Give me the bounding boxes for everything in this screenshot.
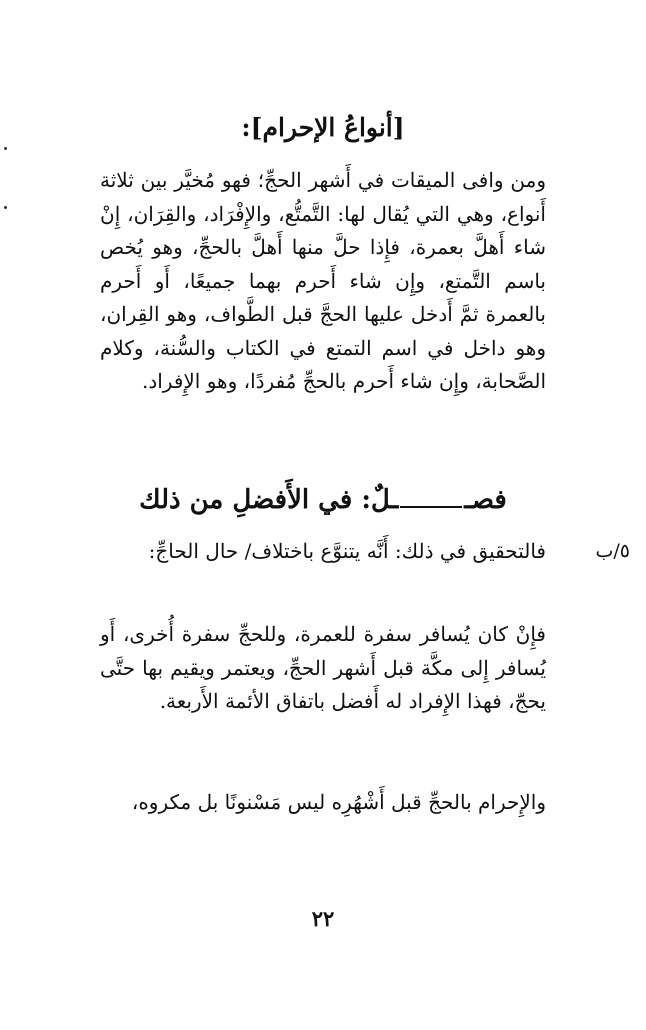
scan-speck <box>4 206 7 209</box>
paragraph-types-of-ihram <box>100 164 546 399</box>
paragraph-text: فإِنْ كان يُسافر سفرة للعمرة، وللحجِّ سفرة أُخرى، أَو يُسافر إِلى مكَّة قبل أَشهر الحجِّ، ويعتمر ويقيم بها حتَّى يحجّ، فهذا الإِفراد له أَفضل باتفاق الأئمة الأَربعة. <box>100 622 546 713</box>
paragraph-ihram-before-months <box>100 786 546 820</box>
page-number: ٢٢ <box>311 906 335 931</box>
paragraph-text: ومن وافى الميقات في أَشهر الحجِّ؛ فهو مُخيَّر بين ثلاثة أَنواع، وهي التي يُقال لها: التَّمتُّع، والإِفْرَاد، والقِرَان، إِنْ شاء أَهلَّ بعمرة، فإِذا حلَّ منها أَهلَّ بالحجِّ، وهو يُخص باسم التَّمتع، وإِن شاء أَحرم بهما جميعًا، أَو أَحرم بالعمرة ثمَّ أَدخل عليها الحجَّ قبل الطَّواف، وهو القِران، وهو داخل في اسم التمتع في الكتاب والسُّنة، وكلام الصَّحابة، وإِن شاء أَحرم بالحجِّ مُفردًا، وهو الإِفراد. <box>100 168 546 393</box>
fasl-heading <box>100 478 546 522</box>
kashida-stretch <box>400 506 462 508</box>
fasl-heading-start: فصـ <box>464 485 507 515</box>
paragraph-verification <box>100 535 546 569</box>
paragraph-text: والإِحرام بالحجِّ قبل أَشْهُرِه ليس مَسْنونًا بل مكروه، <box>131 790 546 814</box>
paragraph-ifrad <box>100 618 546 719</box>
fasl-heading-end: ـلٌ: في الأَفضلِ من ذلك <box>139 485 399 515</box>
section-heading: [أنواعُ الإحرام]: <box>241 113 405 142</box>
manuscript-folio-note: ٥/ب <box>595 540 630 562</box>
scan-speck <box>4 147 7 150</box>
paragraph-text: فالتحقيق في ذلك: أَنَّه يتنوَّع باختلاف/ حال الحاجِّ: <box>148 539 546 563</box>
